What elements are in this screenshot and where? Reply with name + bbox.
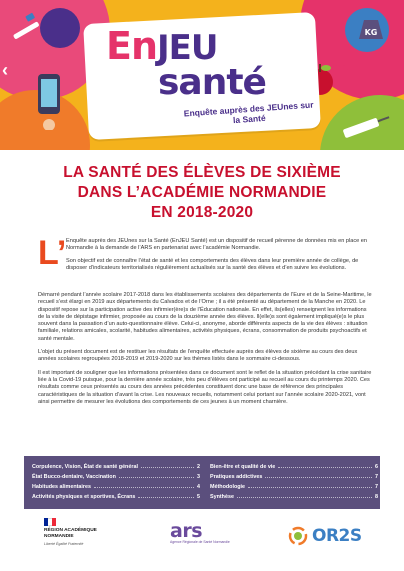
or2s-wordmark: OR2S (312, 526, 362, 546)
toc-column-right (210, 462, 378, 502)
logo-en: En (106, 24, 158, 68)
logo-wordmark-bottom: santé (158, 62, 266, 103)
ars-wordmark: ars (170, 520, 203, 542)
toc-leader (119, 472, 194, 478)
rf-line-2: NORMANDIE (44, 534, 74, 539)
rf-line-1: RÉGION ACADÉMIQUE (44, 528, 97, 533)
body-paragraph: Il est important de souligner que les informations présentées dans ce document sont le reflet de la situation précédant la crise sanitaire liée à la Covid-19 puisque, pour la dernière année scolaire, très peu d’élèves ont participé au recueil au cours du printemps 2020. Ces résultats comme ceux présentés au cours des années précédentes constituent donc une base de référence des principales caractéristiques de la situation d’avant la crise. Les nouveaux recueils, notamment celui portant sur l’année scolaire 2020-2021, vont ainsi permettre de mesurer les évolutions des comportements de ces jeunes à un moment charnière. (38, 369, 372, 405)
toc-item-page: 7 (375, 474, 378, 480)
syringe-icon (335, 112, 395, 142)
toc-item[interactable] (32, 482, 200, 492)
toc-item[interactable] (32, 492, 200, 502)
toc-item[interactable] (210, 482, 378, 492)
toc-leader (141, 462, 194, 468)
toc-item-page: 4 (197, 484, 200, 490)
svg-text:KG: KG (364, 28, 378, 37)
toc-item[interactable] (32, 472, 200, 482)
toc-item-page: 6 (375, 464, 378, 470)
toc-item[interactable] (210, 492, 378, 502)
toc-leader (248, 482, 372, 488)
document-title (20, 163, 384, 223)
toc-item-page: 5 (197, 494, 200, 500)
toc-item[interactable] (210, 472, 378, 482)
toc-item-label: Bien-être et qualité de vie (210, 464, 276, 470)
body-text (38, 292, 372, 412)
title-line-1: LA SANTÉ DES ÉLÈVES DE SIXIÈME (63, 164, 341, 181)
toc-item-label: Activités physiques et sportives, Écrans (32, 494, 136, 500)
toc-item-label: Synthèse (210, 494, 234, 500)
body-paragraph: L’objet du présent document est de restituer les résultats de l’enquête effectuée auprès des élèves de sixième au cours des deux années scolaires regroupées 2018-2019 et 2019-2020 sur les thèmes listés dans le sommaire ci-dessous. (38, 349, 358, 363)
toc-item-page: 8 (375, 494, 378, 500)
hero-banner (0, 0, 404, 150)
logo-jeu: JEU (157, 28, 218, 68)
toc-item[interactable] (210, 462, 378, 472)
toc-leader (265, 472, 372, 478)
region-academique-label (44, 528, 104, 540)
title-line-3: EN 2018-2020 (150, 204, 254, 221)
region-academique-logo (44, 518, 104, 547)
or2s-logo (288, 526, 362, 546)
toc-item-label: État Bucco-dentaire, Vaccination (32, 474, 116, 480)
toc-item-page: 3 (197, 474, 200, 480)
toc-column-left (32, 462, 200, 502)
ars-logo (170, 520, 236, 544)
toc-leader (237, 492, 372, 498)
toc-item-label: Pratiques addictives (210, 474, 263, 480)
toc-item-label: Méthodologie (210, 484, 246, 490)
intro-paragraph: Enquête auprès des JEUnes sur la Santé (EnJEU Santé) est un dispositif de recueil pérenne de données mis en place en Normandie à la demande de l’ARS en partenariat avec l’académie Normandie. (66, 238, 368, 252)
republic-motto: Liberté Égalité Fraternité (44, 542, 84, 546)
toc-item-page: 2 (197, 464, 200, 470)
toc-leader (138, 492, 194, 498)
body-paragraph: Démarré pendant l’année scolaire 2017-2018 dans les établissements scolaires des départements de l’Eure et de la Seine-Maritime, le recueil s’est élargi en 2019 aux départements du Calvados et de l’Orne ; il a été présenté au département de la Manche en 2020. Le dispositif repose sur la participation active des infirmier(ère)s de l’Éducation nationale. En effet, ils(elles) renseignent les informations de la visite de dépistage infirmier, proposée au cours de la douzième année des élèves. Il(elle)s sont également impliqué(e)s le plus souvent dans la passation d’un auto-questionnaire élève. Celui-ci, anonyme, aborde différents aspects de la vie des élèves : situation familiale, relations amicales, scolarité, habitudes alimentaires, activités physiques, écrans, consommation de produits psychoactifs et santé mentale. (38, 292, 372, 342)
title-line-2: DANS L’ACADÉMIE NORMANDIE (77, 184, 327, 201)
drop-cap: L’ (38, 234, 67, 272)
table-of-contents (24, 456, 380, 509)
toc-item-label: Habitudes alimentaires (32, 484, 92, 490)
footer-logos (0, 512, 404, 571)
french-flag-icon (44, 518, 56, 526)
chevron-left-icon[interactable]: ‹ (2, 60, 8, 80)
toc-item-page: 7 (375, 484, 378, 490)
or2s-mark-icon (288, 526, 308, 546)
decor-blob (40, 8, 80, 48)
enjeu-sante-logo (86, 18, 318, 134)
toc-item[interactable] (32, 462, 200, 472)
toc-leader (94, 482, 194, 488)
toc-item-label: Corpulence, Vision, État de santé général (32, 464, 138, 470)
heart-icon (330, 62, 350, 82)
intro-paragraph: Son objectif est de connaître l’état de santé et les comportements des élèves dans leur première année de collège, de disposer d’indicateurs territorialisés régulièrement actualisés sur la santé des élèves et d’en suivre les évolutions. (66, 257, 359, 271)
logo-tagline: Enquête auprès des JEUnes sur la Santé (183, 99, 314, 126)
weight-icon (356, 12, 386, 42)
ars-subtitle: Agence Régionale de Santé Normandie (170, 540, 230, 544)
smartphone-icon (30, 70, 70, 130)
intro-block (66, 238, 372, 277)
toc-leader (278, 462, 372, 468)
toothbrush-icon (6, 10, 46, 50)
